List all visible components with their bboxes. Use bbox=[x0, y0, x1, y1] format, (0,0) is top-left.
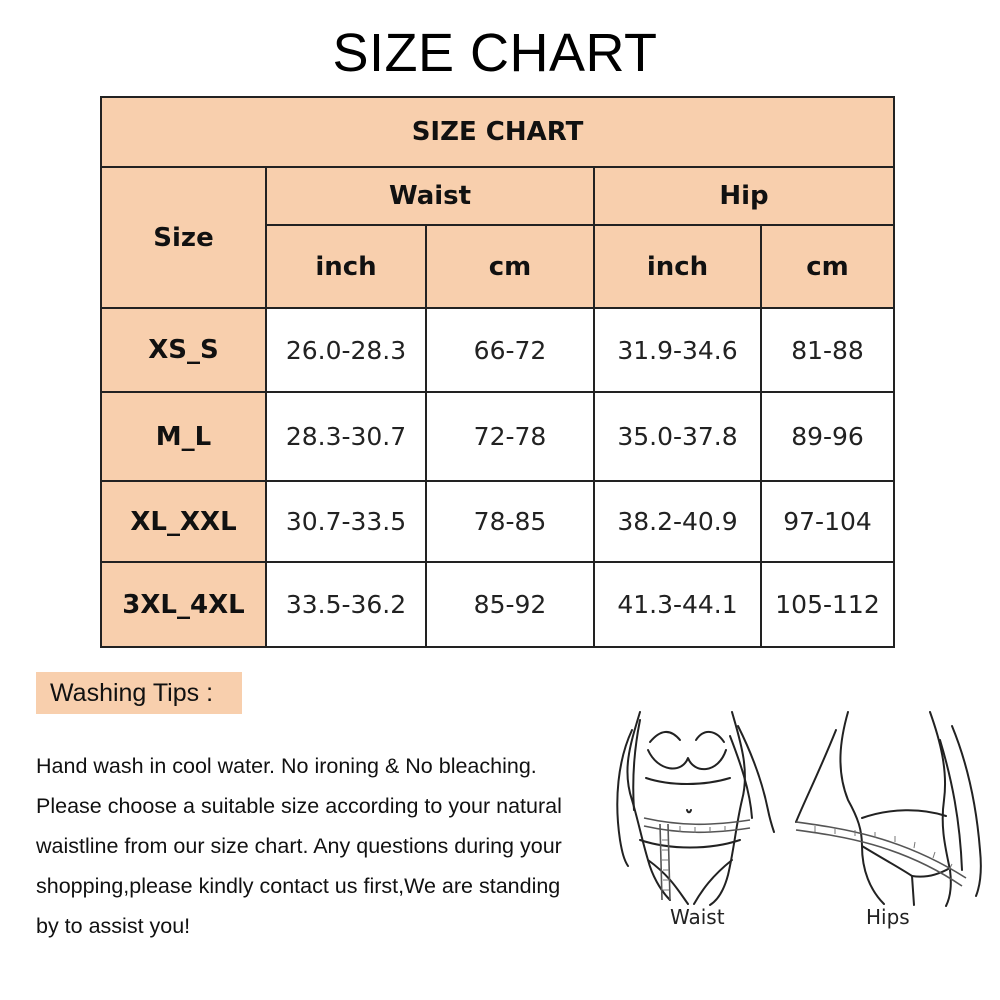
size-cell: 3XL_4XL bbox=[101, 562, 266, 647]
waist-inch-cell: 28.3-30.7 bbox=[266, 392, 426, 481]
size-cell: XS_S bbox=[101, 308, 266, 392]
hip-inch-cell: 38.2-40.9 bbox=[594, 481, 761, 562]
tips-line: Hand wash in cool water. No ironing & No bleaching. bbox=[36, 754, 537, 778]
hip-inch-header: inch bbox=[594, 225, 761, 308]
size-cell: M_L bbox=[101, 392, 266, 481]
measurement-illustration bbox=[600, 700, 990, 940]
tips-line: by to assist you! bbox=[36, 914, 191, 938]
table-title: SIZE CHART bbox=[101, 97, 894, 167]
waist-inch-cell: 26.0-28.3 bbox=[266, 308, 426, 392]
hips-figure-label: Hips bbox=[866, 905, 910, 929]
hip-inch-cell: 31.9-34.6 bbox=[594, 308, 761, 392]
washing-tips-text bbox=[36, 746, 611, 946]
hip-inch-cell: 35.0-37.8 bbox=[594, 392, 761, 481]
waist-cm-cell: 78-85 bbox=[426, 481, 594, 562]
size-cell: XL_XXL bbox=[101, 481, 266, 562]
waist-cm-cell: 66-72 bbox=[426, 308, 594, 392]
size-chart-table bbox=[100, 96, 895, 648]
hips-tape-measure bbox=[796, 822, 966, 886]
waist-figure-label: Waist bbox=[670, 905, 725, 929]
waist-cm-cell: 72-78 bbox=[426, 392, 594, 481]
hip-cm-cell: 97-104 bbox=[761, 481, 894, 562]
waist-measure-figure bbox=[617, 712, 774, 905]
hip-cm-header: cm bbox=[761, 225, 894, 308]
size-column-header: Size bbox=[101, 167, 266, 308]
waist-inch-cell: 30.7-33.5 bbox=[266, 481, 426, 562]
table-row bbox=[101, 392, 894, 481]
waist-cm-header: cm bbox=[426, 225, 594, 308]
table-row bbox=[101, 481, 894, 562]
hip-cm-cell: 89-96 bbox=[761, 392, 894, 481]
washing-tips-label: Washing Tips : bbox=[36, 672, 242, 714]
tips-line: Please choose a suitable size according to your natural bbox=[36, 794, 562, 818]
hip-cm-cell: 81-88 bbox=[761, 308, 894, 392]
hip-inch-cell: 41.3-44.1 bbox=[594, 562, 761, 647]
tips-line: shopping,please kindly contact us first,We are standing bbox=[36, 874, 561, 898]
hips-measure-figure bbox=[796, 712, 981, 906]
waist-cm-cell: 85-92 bbox=[426, 562, 594, 647]
table-row bbox=[101, 308, 894, 392]
page-title: SIZE CHART bbox=[332, 23, 658, 83]
waist-inch-cell: 33.5-36.2 bbox=[266, 562, 426, 647]
hip-group-header: Hip bbox=[594, 167, 894, 225]
waist-inch-header: inch bbox=[266, 225, 426, 308]
waist-group-header: Waist bbox=[266, 167, 594, 225]
table-row bbox=[101, 562, 894, 647]
tips-line: waistline from our size chart. Any questions during your bbox=[36, 834, 562, 858]
hip-cm-cell: 105-112 bbox=[761, 562, 894, 647]
